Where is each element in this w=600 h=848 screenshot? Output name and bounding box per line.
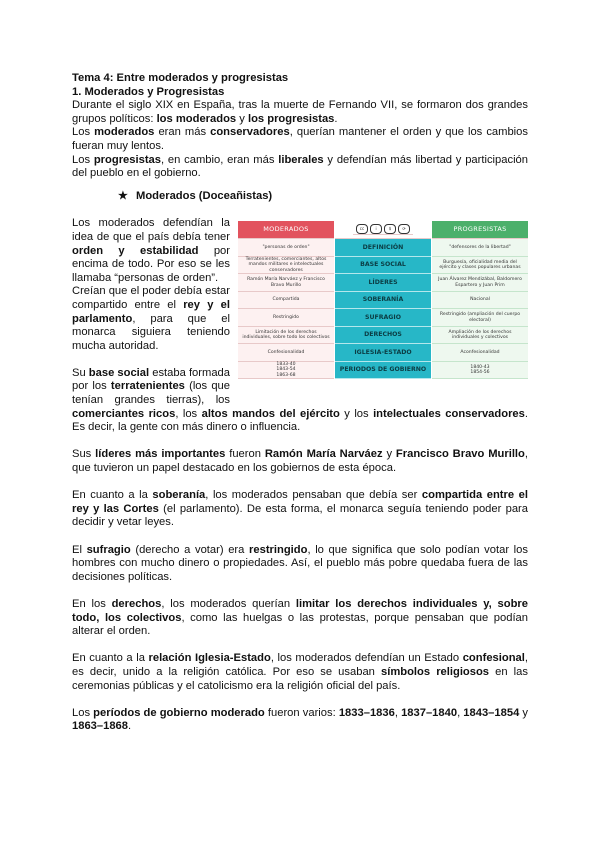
text-run: . Es decir, la gente con más dinero o influencia. — [72, 407, 528, 434]
table-cell-progresistas: "defensores de la libertad" — [432, 239, 528, 257]
bold-text: los moderados — [156, 112, 237, 125]
bullet-heading — [118, 190, 528, 204]
paragraph-gap — [72, 693, 528, 707]
text-run: y defendían más libertad y participación del pueblo en el gobierno. — [72, 153, 529, 180]
comparison-table — [238, 221, 528, 397]
text-run: , lo que significa que solo podían votar los hombres con mucho dinero o propiedades. Así, el pueblo más pobre quedaba fuera de las decisiones políticas. — [72, 543, 528, 583]
text-run: . — [334, 112, 338, 125]
table-header-moderados: MODERADOS — [238, 221, 334, 239]
sa-icon: ⟳ — [398, 224, 410, 234]
table-cell-progresistas: Juan Álvarez Mendizábal, Baldomero Espartero y Juan Prim — [432, 274, 528, 292]
bold-text: confesional — [462, 652, 525, 665]
text-run: Los moderados defendían la idea de que el país debía tener — [72, 217, 230, 243]
text-run: , es decir, unido a la religión católica. Por eso se usaban — [72, 652, 528, 678]
table-cell-category: SUFRAGIO — [335, 309, 431, 327]
text-run: Los — [72, 153, 94, 166]
document-title: Tema 4: Entre moderados y progresistas — [72, 72, 289, 84]
text-run: , — [457, 706, 464, 719]
bold-text: orden y estabilidad — [72, 244, 199, 257]
text-run: Su — [72, 366, 89, 379]
bold-text: relación Iglesia-Estado — [148, 652, 271, 665]
table-cell-progresistas: 1840-43 1854-56 — [432, 362, 528, 380]
intro-paragraph — [72, 126, 528, 153]
bold-text: base social — [88, 366, 150, 379]
text-run: , querían mantener el orden y que los cambios fueran muy lentos. — [72, 126, 528, 152]
body-paragraph — [72, 448, 528, 475]
text-run: eran más — [154, 126, 211, 139]
text-run: , los moderados pensaban que debía ser — [205, 489, 422, 502]
text-run: Sus — [72, 448, 96, 461]
bold-text: 1833–1836 — [338, 706, 395, 719]
text-run: , los moderados defendían un Estado — [270, 652, 463, 665]
text-run: (el parlamento). De esta forma, el monarca seguía teniendo poder para decidir y vetar leyes. — [72, 502, 528, 529]
bold-text: progresistas — [93, 153, 161, 166]
table-cell-progresistas: Aconfesionalidad — [432, 344, 528, 362]
paragraph-gap — [72, 639, 528, 653]
text-run: y — [382, 448, 396, 461]
table-cell-moderados: 1833-40 1843-54 1863-68 — [238, 362, 334, 380]
body-paragraph — [72, 707, 528, 734]
text-run: En cuanto a la — [72, 652, 149, 665]
table-cell-moderados: Terratenientes, comerciantes, altos mandos militares e intelectuales conservadores — [238, 257, 334, 275]
table-cell-progresistas: Nacional — [432, 292, 528, 310]
bold-text: moderados — [94, 126, 155, 139]
bold-text: intelectuales conservadores — [373, 407, 525, 420]
paragraph-gap — [72, 435, 528, 449]
table-cell-progresistas: Restringido (ampliación del cuerpo electoral) — [432, 309, 528, 327]
table-cell-category: PERIODOS DE GOBIERNO — [335, 362, 431, 380]
text-run: En cuanto a la — [72, 489, 153, 502]
table-header-progresistas: PROGRESISTAS — [432, 221, 528, 239]
star-icon: ★ — [118, 189, 128, 202]
bold-text: comerciantes ricos — [72, 407, 176, 420]
bold-text: los progresistas — [247, 112, 335, 125]
table-cell-progresistas: Burguesía, oficialidad media del ejército y clases populares urbanas — [432, 257, 528, 275]
intro-paragraph — [72, 99, 528, 126]
bold-text: restringido — [249, 543, 308, 556]
text-run: por encima de todo. Por eso se les llamaba “personas de orden”. — [72, 244, 230, 284]
text-run: , en cambio, eran más — [161, 153, 279, 166]
bold-text: 1843–1854 — [463, 706, 520, 719]
table-cell-moderados: Ramón María Narváez y Francisco Bravo Murillo — [238, 274, 334, 292]
moderados-section — [72, 217, 528, 435]
paragraph-gap — [72, 476, 528, 490]
table-cell-moderados: Limitación de los derechos individuales, sobre todo los colectivos — [238, 327, 334, 345]
bold-text: períodos de gobierno moderado — [93, 706, 265, 719]
text-run: (los que tenían grandes tierras), los — [72, 380, 230, 407]
text-run: , — [394, 706, 402, 719]
text-run: Los — [72, 126, 95, 139]
text-run: Durante el siglo XIX en España, tras la muerte de Fernando VII, se formaron dos grandes grupos políticos: — [72, 99, 528, 125]
intro-paragraphs — [72, 99, 528, 181]
body-paragraph — [72, 652, 528, 693]
text-run: , que tuvieron un papel destacado en los gobiernos de esta época. — [72, 448, 528, 475]
bold-text: soberanía — [152, 489, 206, 502]
body-paragraph — [72, 598, 528, 639]
text-run: fueron varios: — [264, 706, 339, 719]
text-run: En los — [72, 597, 112, 610]
table-cell-category: BASE SOCIAL — [335, 257, 431, 275]
table-cell-moderados: "personas de orden" — [238, 239, 334, 257]
table-cell-moderados: Confesionalidad — [238, 344, 334, 362]
body-paragraphs — [72, 435, 528, 734]
text-run: El — [72, 543, 87, 556]
table-cell-moderados: Compartida — [238, 292, 334, 310]
text-run: estaba formada por los — [72, 366, 230, 393]
text-run: , para que el monarca siguiera teniendo mucha autoridad. — [72, 312, 230, 352]
bullet-label: Moderados (Doceañistas) — [136, 189, 273, 202]
bold-text: Francisco Bravo Murillo — [395, 448, 525, 461]
text-run: y los — [339, 407, 374, 420]
table-cell-progresistas: Ampliación de los derechos individuales y colectivos — [432, 327, 528, 345]
body-paragraph — [72, 544, 528, 585]
bold-text: liberales — [278, 153, 324, 166]
text-run: , como las huelgas o las protestas, porque pensaban que podían alterar el orden. — [72, 611, 528, 638]
by-icon: i — [370, 224, 382, 234]
section-heading: 1. Moderados y Progresistas — [72, 85, 225, 98]
table-cell-category: SOBERANÍA — [335, 292, 431, 310]
text-run: , los moderados querían — [161, 597, 296, 610]
table-cell-category: IGLESIA-ESTADO — [335, 344, 431, 362]
bold-text: símbolos religiosos — [380, 665, 490, 678]
text-run: Los — [72, 706, 94, 719]
bold-text: compartida entre el rey y las Cortes — [72, 489, 528, 515]
text-run: y — [519, 706, 529, 719]
bold-text: terratenientes — [110, 380, 185, 393]
bold-text: líderes más importantes — [95, 448, 226, 461]
document-page — [72, 72, 528, 734]
bold-text: Ramón María Narváez — [264, 448, 383, 461]
table-cell-category: DERECHOS — [335, 327, 431, 345]
text-run: Creían que el poder debía estar compartido entre el — [72, 285, 230, 311]
paragraph-gap — [72, 530, 528, 544]
text-run: (derecho a votar) era — [130, 543, 250, 556]
cc-icon: cc — [356, 224, 368, 234]
bold-text: derechos — [111, 597, 162, 610]
text-run: en las ceremonias públicas y el catolicismo era la religión oficial del país. — [72, 665, 528, 692]
bold-text: conservadores — [210, 126, 290, 139]
intro-paragraph — [72, 154, 528, 181]
bold-text: limitar los derechos individuales y, sobre todo, los colectivos — [72, 597, 528, 624]
text-run: fueron — [225, 448, 265, 461]
nc-icon: $ — [384, 224, 396, 234]
bold-text: sufragio — [86, 543, 131, 556]
paragraph-gap — [72, 584, 528, 598]
bold-text: 1837–1840 — [401, 706, 458, 719]
table-cell-category: DEFINICIÓN — [335, 239, 431, 257]
text-run: y — [236, 112, 248, 125]
bold-text: altos mandos del ejército — [201, 407, 340, 420]
bold-text: rey y el parlamento — [72, 298, 230, 325]
creative-commons-badge — [335, 221, 431, 239]
text-run: , los — [175, 407, 202, 420]
body-paragraph — [72, 489, 528, 530]
table-cell-moderados: Restringido — [238, 309, 334, 327]
text-run: . — [128, 720, 132, 733]
bold-text: 1863–1868 — [72, 720, 128, 733]
table-cell-category: LÍDERES — [335, 274, 431, 292]
